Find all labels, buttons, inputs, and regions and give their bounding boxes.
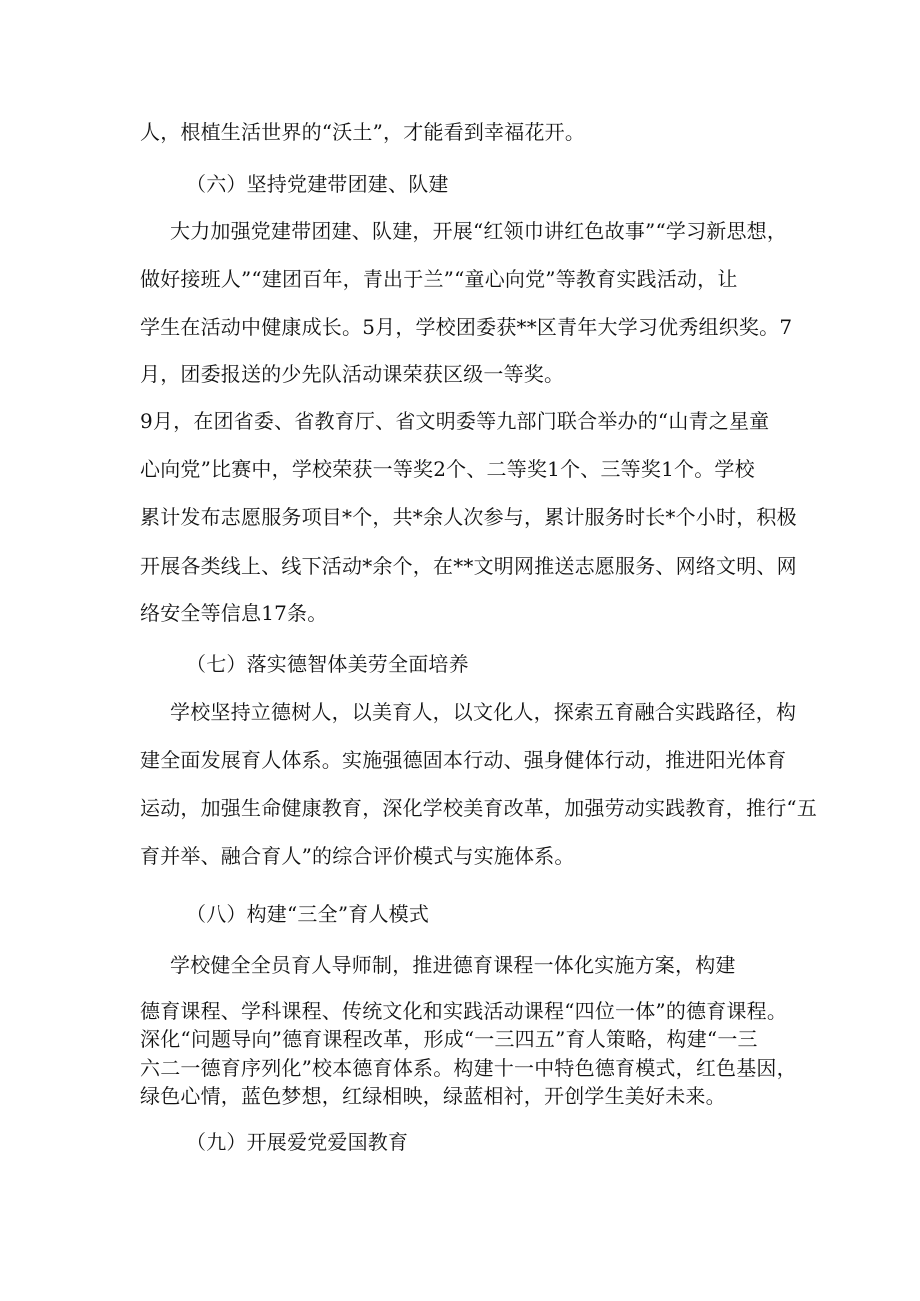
paragraph-line: 学生在活动中健康成长。5月，学校团委获**区青年大学习优秀组织奖。7	[140, 315, 793, 339]
paragraph-line: 心向党”比赛中，学校荣获一等奖2个、二等奖1个、三等奖1个。学校	[140, 457, 755, 481]
paragraph-line: 绿色心情，蓝色梦想，红绿相映，绿蓝相衬，开创学生美好未来。	[140, 1084, 726, 1108]
paragraph-line: 深化“问题导向”德育课程改革，形成“一三四五”育人策略，构建“一三	[140, 1027, 758, 1051]
paragraph-line: 学校健全全员育人导师制，推进德育课程一体化实施方案，构建	[170, 953, 736, 977]
paragraph-line: 9月，在团省委、省教育厅、省文明委等九部门联合举办的“山青之星童	[140, 409, 770, 433]
paragraph-line: 累计发布志愿服务项目*个，共*余人次参与，累计服务时长*个小时，积极	[140, 505, 797, 529]
section-heading-9: （九）开展爱党爱国教育	[186, 1130, 409, 1154]
section-heading-6: （六）坚持党建带团建、队建	[186, 172, 449, 196]
paragraph-line: 六二一德育序列化”校本德育体系。构建十一中特色德育模式，红色基因，	[140, 1056, 797, 1080]
paragraph-line: 人，根植生活世界的“沃土”，才能看到幸福花开。	[140, 120, 586, 144]
section-heading-7: （七）落实德智体美劳全面培养	[186, 652, 469, 676]
paragraph-line: 月，团委报送的少先队活动课荣获区级一等奖。	[140, 362, 565, 386]
paragraph-line: 开展各类线上、线下活动*余个，在**文明网推送志愿服务、网络文明、网	[140, 554, 797, 578]
paragraph-line: 德育课程、学科课程、传统文化和实践活动课程“四位一体”的德育课程。	[140, 999, 788, 1023]
paragraph-line: 育并举、融合育人”的综合评价模式与实施体系。	[140, 844, 575, 868]
paragraph-line: 络安全等信息17条。	[140, 601, 328, 625]
paragraph-line: 做好接班人”“建团百年，青出于兰”“童心向党”等教育实践活动，让	[140, 267, 738, 291]
section-heading-8: （八）构建“三全”育人模式	[186, 902, 430, 926]
paragraph-line: 建全面发展育人体系。实施强德固本行动、强身健体行动，推进阳光体育	[140, 748, 787, 772]
paragraph-line: 大力加强党建带团建、队建，开展“红领巾讲红色故事”“学习新思想，	[170, 219, 788, 243]
paragraph-line: 运动，加强生命健康教育，深化学校美育改革，加强劳动实践教育，推行“五	[140, 796, 818, 820]
paragraph-line: 学校坚持立德树人，以美育人，以文化人，探索五育融合实践路径，构	[170, 700, 797, 724]
